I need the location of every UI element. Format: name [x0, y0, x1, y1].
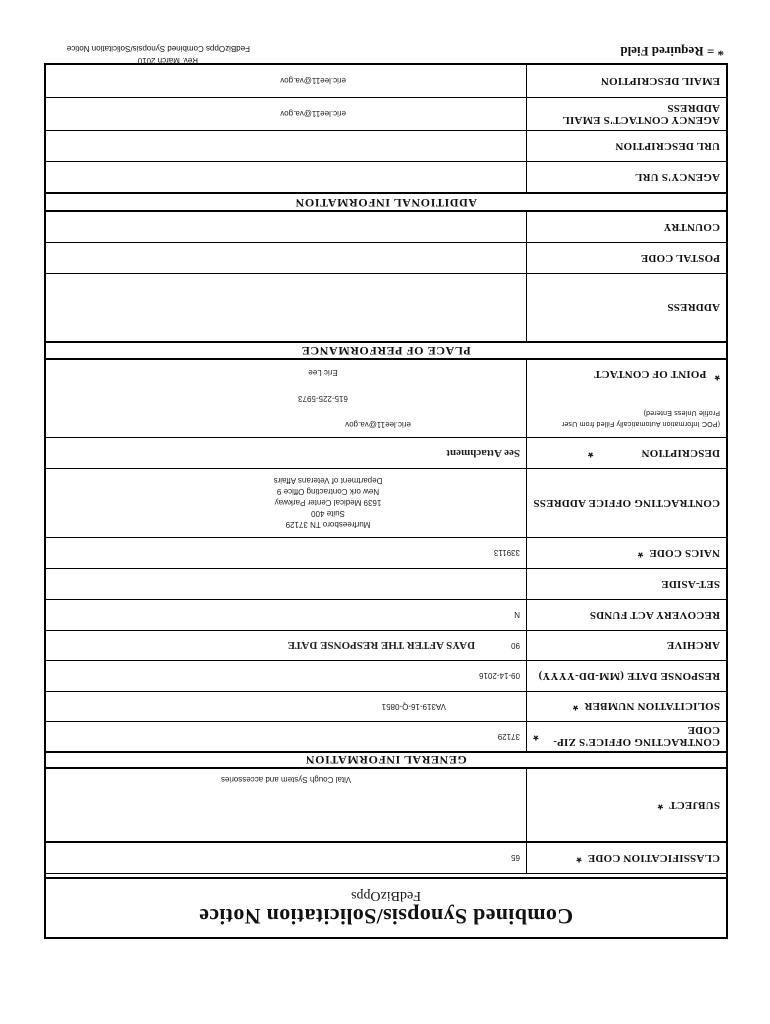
revision-text: Rev. March 2010	[137, 56, 198, 65]
email-description-value: eric.lee11@va.gov	[280, 76, 346, 86]
section-place-of-performance: PLACE OF PERFORMANCE	[46, 341, 726, 358]
set-aside-row	[46, 568, 726, 599]
performance-address-row	[46, 273, 726, 341]
poc-value	[46, 360, 526, 437]
office-address-line: Suite 400	[311, 509, 345, 519]
classification-code-value: 65	[511, 853, 520, 863]
naics-code-value: 339113	[493, 548, 520, 558]
url-description-value	[46, 131, 526, 161]
email-description-label: EMAIL DESCRIPTION	[526, 65, 726, 97]
subject-label: SUBJECT	[669, 799, 720, 811]
classification-code-row	[46, 841, 726, 874]
office-address-line: Department of Veterans Affairs	[273, 476, 383, 486]
contact-email-value: eric.lee11@va.gov	[280, 109, 346, 119]
response-date-label: RESPONSE DATE (MM-DD-YYYY)	[526, 661, 726, 691]
required-star: *	[576, 850, 582, 866]
set-aside-label: SET-ASIDE	[526, 569, 726, 599]
archive-suffix: DAYS AFTER THE RESPONSE DATE	[287, 639, 476, 652]
agency-url-value	[46, 162, 526, 192]
poc-email: eric.lee11@va.gov	[345, 419, 411, 429]
archive-label: ARCHIVE	[526, 631, 726, 660]
office-address-line: 1639 Medical Center Parkway	[274, 498, 382, 508]
archive-row	[46, 630, 726, 660]
required-star: *	[572, 698, 579, 715]
form-name-text: FedBizOpps Combined Synopsis/Solicitation Notice	[66, 44, 250, 53]
zip-code-label: CONTRACTING OFFICE'S ZIP-CODE	[553, 724, 720, 749]
recovery-act-value: N	[514, 610, 520, 620]
form-frame	[44, 63, 728, 939]
country-row	[46, 211, 726, 242]
zip-code-value: 37129	[497, 732, 520, 741]
email-description-row	[46, 65, 726, 97]
naics-code-label: NAICS CODE	[649, 547, 720, 559]
set-aside-value	[46, 569, 526, 599]
agency-url-row	[46, 161, 726, 192]
agency-url-label: AGENCY'S URL	[526, 162, 726, 192]
solicitation-number-value: VA319-16-Q-0851	[381, 702, 446, 711]
point-of-contact-row	[46, 358, 726, 437]
description-row	[46, 437, 726, 468]
subject-value: Vital Cough System and accessories	[220, 775, 352, 784]
section-general-information: GENERAL INFORMATION	[46, 751, 726, 768]
section-additional-information: ADDITIONAL INFORMATION	[46, 192, 726, 211]
office-address-row	[46, 468, 726, 537]
poc-note: (POC Information Automatically Filled from User Profile Unless Entered)	[561, 409, 720, 427]
office-address-value	[46, 469, 526, 537]
poc-phone: 615-225-5973	[298, 394, 348, 404]
poc-label: POINT OF CONTACT	[593, 368, 707, 380]
contact-email-row	[46, 97, 726, 130]
required-field-legend: * = Required Field	[620, 44, 724, 59]
office-address-line: New ork Contracting Office 9	[276, 487, 380, 497]
form-title: Combined Synopsis/Solicitation Notice	[198, 904, 574, 929]
form-header	[46, 877, 726, 937]
required-star: *	[533, 728, 539, 745]
subject-row	[46, 768, 726, 841]
country-value	[46, 212, 526, 242]
zip-code-row	[46, 721, 726, 751]
performance-address-value	[46, 274, 526, 341]
country-label: COUNTRY	[526, 212, 726, 242]
classification-code-label: CLASSIFICATION CODE	[587, 852, 720, 864]
url-description-label: URL DESCRIPTION	[526, 131, 726, 161]
office-address-label: CONTRACTING OFFICE ADDRESS	[526, 469, 726, 537]
recovery-act-row	[46, 599, 726, 630]
contact-email-label: AGENCY CONTACT'S EMAIL ADDRESS	[526, 98, 726, 130]
description-label: DESCRIPTION	[641, 447, 720, 459]
required-star: *	[657, 797, 664, 813]
postal-code-value	[46, 243, 526, 273]
archive-days-value: 90	[511, 641, 520, 650]
naics-code-row	[46, 537, 726, 568]
required-star: *	[587, 445, 594, 461]
performance-address-label: ADDRESS	[526, 274, 726, 341]
recovery-act-label: RECOVERY ACT FUNDS	[526, 600, 726, 630]
response-date-row	[46, 660, 726, 691]
required-star: *	[637, 545, 644, 561]
solicitation-number-row	[46, 691, 726, 721]
description-value: See Attachment	[446, 447, 520, 459]
postal-code-label: POSTAL CODE	[526, 243, 726, 273]
office-address-line: Murfreesboro TN 37129	[285, 520, 371, 530]
poc-name: Eric Lee	[308, 368, 338, 378]
form-footer	[67, 42, 250, 66]
form-subtitle: FedBizOpps	[351, 888, 421, 903]
url-description-row	[46, 130, 726, 161]
required-star: *	[714, 368, 720, 384]
postal-code-row	[46, 242, 726, 273]
response-date-value: 09-14-2016	[479, 671, 520, 681]
solicitation-number-label: SOLICITATION NUMBER	[584, 700, 720, 713]
